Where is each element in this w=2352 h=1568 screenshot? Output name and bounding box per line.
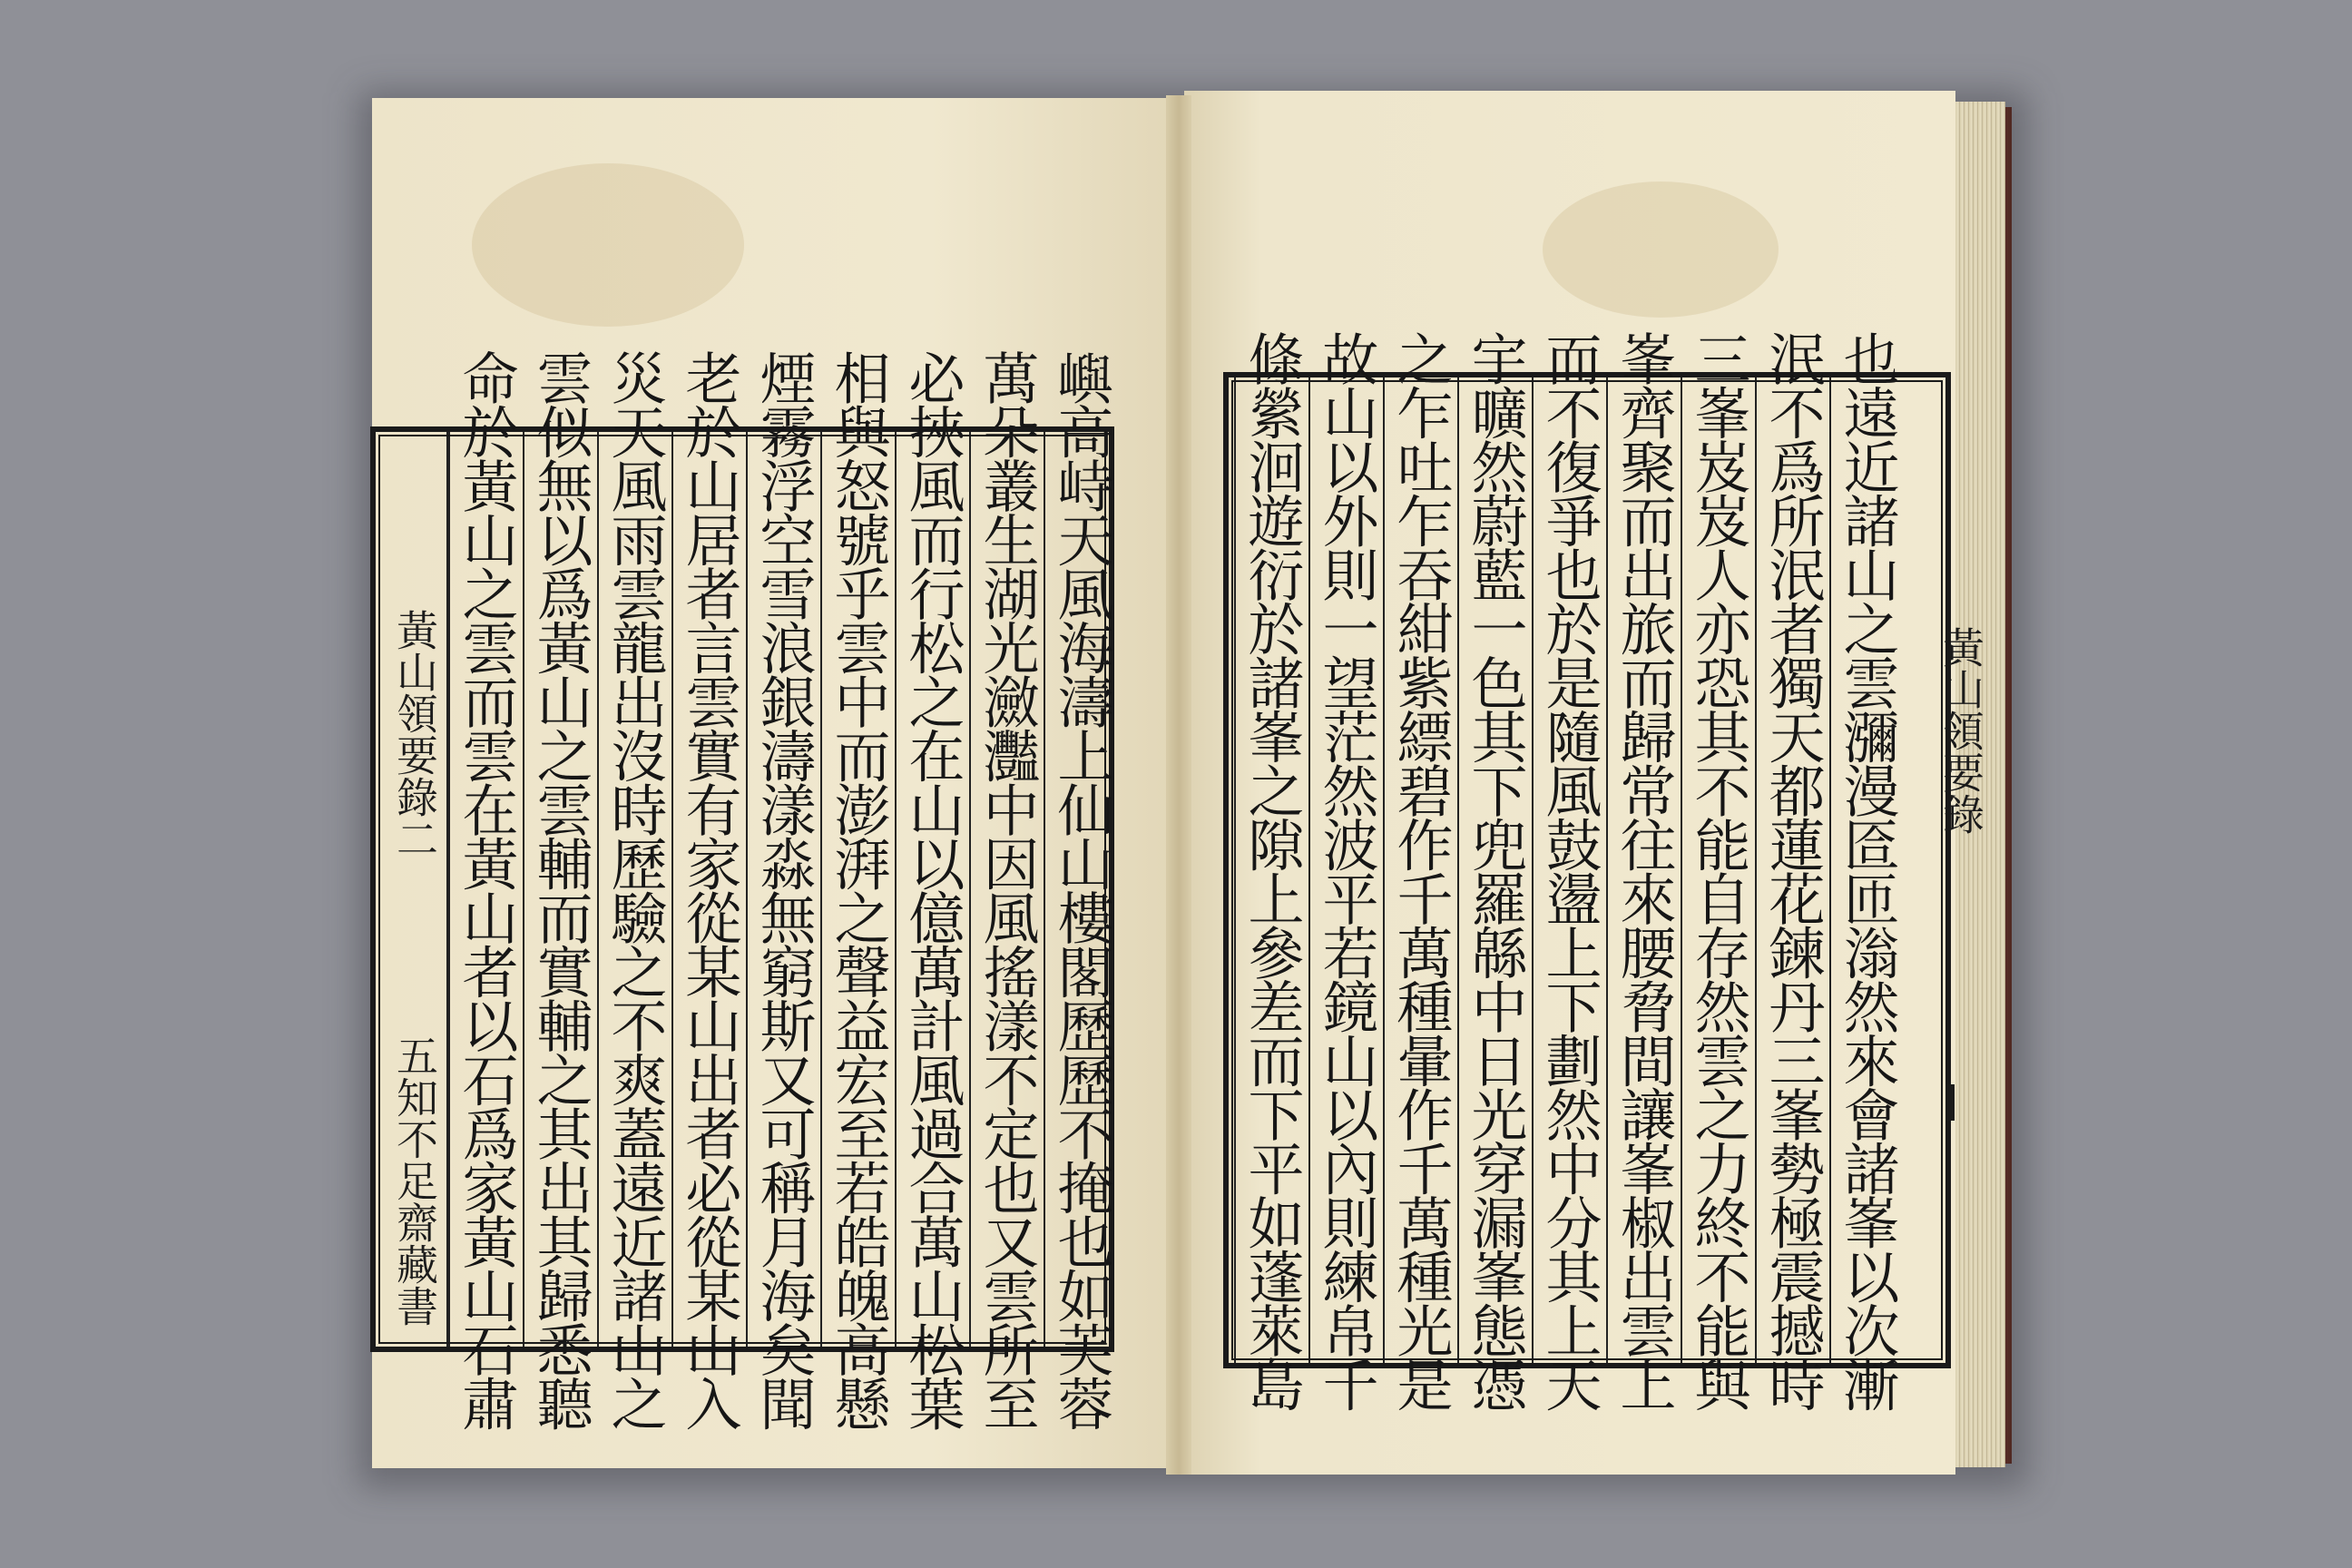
column-text: 泯不爲所泯者獨天都蓮花鍊丹三峯勢極震撼時 <box>1759 330 1826 1410</box>
text-column <box>969 349 1044 1429</box>
text-column <box>448 349 523 1429</box>
text-column <box>1044 349 1118 1429</box>
banxin-title: 黃山領要錄二 <box>390 609 439 859</box>
book-gutter <box>1166 95 1191 1475</box>
banxin-publisher: 五知不足齋藏書 <box>390 1034 439 1327</box>
column-text: 相與怒號乎雲中而澎湃之聲益宏至若皓魄高懸 <box>825 349 891 1429</box>
column-text: 老於山居者言雲實有家從某山出者必從某山入 <box>676 349 742 1429</box>
text-column <box>523 349 597 1429</box>
column-text: 條縈洄遊衍於諸峯之隙上參差而下平如蓬萊島 <box>1239 330 1305 1410</box>
column-text: 之乍吐乍吞紺紫縹碧作千萬種暈作千萬種光是 <box>1387 330 1454 1410</box>
right-banxin-title: 黃山領要錄 <box>1936 626 1985 835</box>
paper-stain <box>1543 181 1779 318</box>
text-column <box>1383 330 1457 1410</box>
column-text: 峯齊聚而出旅而歸常往來腰脅間讓峯椒出雲上 <box>1611 330 1677 1410</box>
text-column <box>671 349 746 1429</box>
banxin-column <box>376 432 448 1347</box>
text-column <box>1234 330 1308 1410</box>
text-column <box>1606 330 1681 1410</box>
column-text: 三峯岌岌人亦恐其不能自存然雲之力終不能與 <box>1685 330 1751 1410</box>
left-text-frame <box>370 349 1114 1429</box>
column-text: 萬朵叢生湖光瀲灩中因風搖漾不定也又雲所至 <box>974 349 1040 1429</box>
column-text: 故山以外則一望茫然波平若鏡山以內則練帛千 <box>1313 330 1379 1410</box>
text-column <box>746 349 820 1429</box>
column-text: 而不復爭也於是隨風鼓盪上下劃然中分其上天 <box>1536 330 1602 1410</box>
text-column <box>1755 330 1829 1410</box>
text-column <box>597 349 671 1429</box>
text-column <box>895 349 969 1429</box>
column-text: 宇曠然蔚藍一色其下兜羅緜中日光穿漏峯態憑 <box>1462 330 1528 1410</box>
column-text: 必挾風而行松之在山以億萬計風過合萬山松葉 <box>899 349 965 1429</box>
column-text: 災天風雨雲龍出沒時歷驗之不爽蓋遠近諸山之 <box>602 349 668 1429</box>
text-column <box>1308 330 1383 1410</box>
text-column <box>1681 330 1755 1410</box>
right-text-frame <box>1223 330 1951 1410</box>
text-column <box>1829 330 1904 1410</box>
text-column <box>820 349 895 1429</box>
fish-tail-mark <box>1945 1084 1955 1121</box>
text-column <box>1532 330 1606 1410</box>
column-text: 嶼高峙天風海濤上仙山樓閣歷歷不掩也如芙蓉 <box>1048 349 1114 1429</box>
paper-stain <box>472 163 744 327</box>
column-text: 命於黃山之雲而雲在黃山者以石爲家黃山石肅 <box>453 349 519 1429</box>
text-column <box>1457 330 1532 1410</box>
column-text: 也遠近諸山之雲瀰漫匼匝滃然來會諸峯以次漸 <box>1834 330 1900 1410</box>
column-text: 煙霧浮空雪浪銀濤漾淼無窮斯又可稱月海矣聞 <box>750 349 817 1429</box>
column-text: 雲似無以爲黃山之雲輔而實輔之其出其歸悉聽 <box>527 349 593 1429</box>
